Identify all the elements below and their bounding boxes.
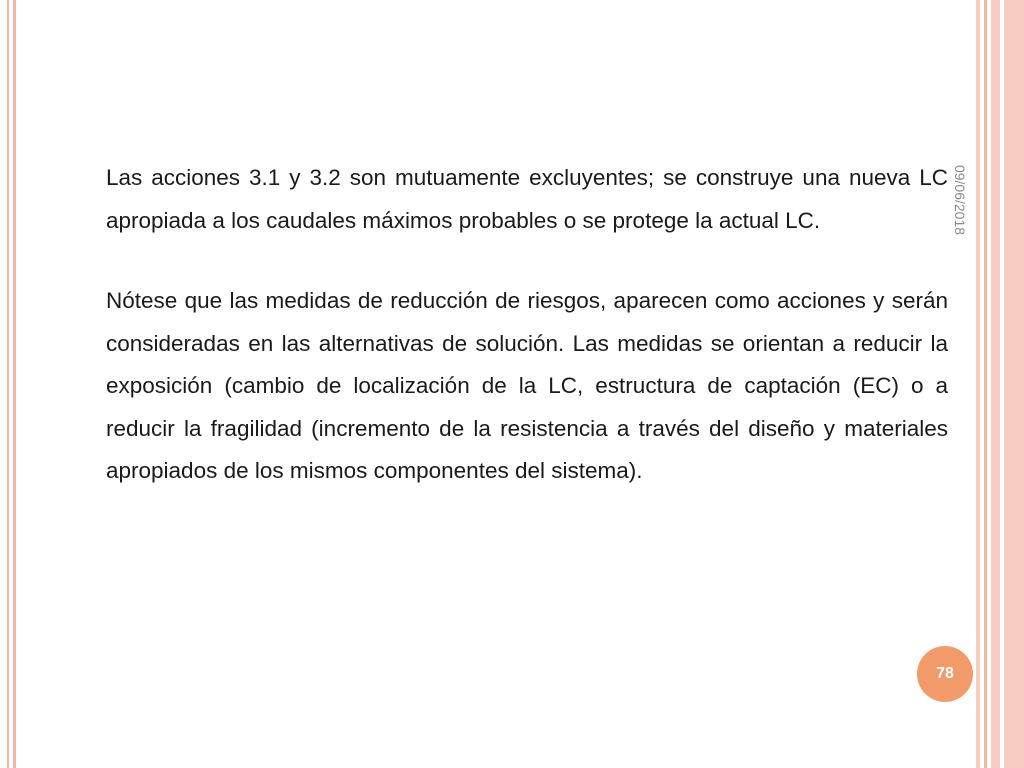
slide-body bbox=[106, 157, 948, 493]
paragraph-1: Las acciones 3.1 y 3.2 son mutuamente excluyentes; se construye una nueva LC apropiada a los caudales máximos probables o se protege la actual LC. bbox=[106, 165, 948, 233]
right-border-stripe bbox=[984, 0, 987, 768]
right-border-gap bbox=[1000, 0, 1004, 768]
right-border-stripe bbox=[1004, 0, 1024, 768]
left-border-line bbox=[7, 0, 9, 768]
paragraph-2: Nótese que las medidas de reducción de riesgos, aparecen como acciones y serán consideradas en las alternativas de solución. Las medidas se orientan a reducir la exposición (cambio de localización de la LC, estructura de captación (EC) o a reducir la fragilidad (incremento de la resistencia a través del diseño y materiales apropiados de los mismos componentes del sistema). bbox=[106, 288, 948, 483]
page-number-badge: 78 bbox=[917, 646, 973, 702]
left-border-line bbox=[13, 0, 16, 768]
right-border-stripe bbox=[991, 0, 1000, 768]
slide-date: 09/06/2018 bbox=[952, 164, 968, 236]
right-border-stripe bbox=[976, 0, 980, 768]
